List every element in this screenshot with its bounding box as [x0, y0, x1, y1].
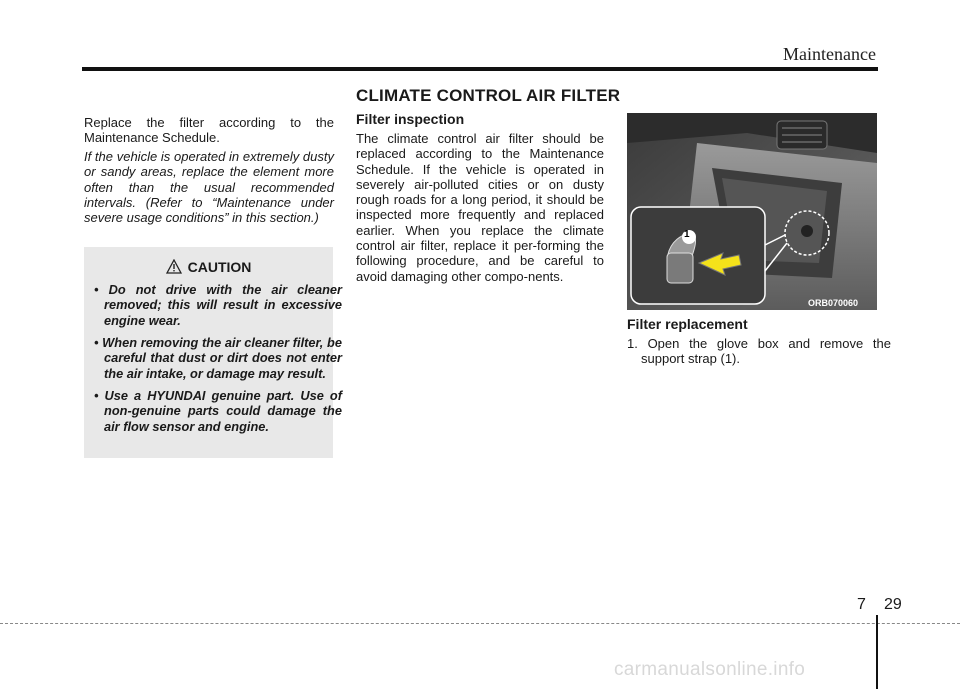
replacement-heading: Filter replacement	[627, 316, 748, 332]
footer-rule	[0, 623, 960, 624]
section-title: CLIMATE CONTROL AIR FILTER	[356, 86, 621, 105]
inspection-body: The climate control air filter should be replaced according to the Maintenance Schedule. If the vehicle is operated in severely air-polluted cities or on dusty rough roads for a long period, it should be inspected more frequently and replaced earlier. When you replace the climate control air filter, replace it per-forming the following procedure, and be careful to avoid damaging other compo-nents.	[356, 131, 604, 284]
caution-item: • Do not drive with the air cleaner removed; this will result in excessive engine wear.	[94, 282, 342, 328]
callout-number: 1	[684, 229, 690, 240]
footer-divider	[876, 615, 878, 689]
intro-paragraph: Replace the filter according to the Maintenance Schedule.	[84, 115, 334, 146]
glove-box-photo	[627, 113, 877, 310]
page-number: 29	[884, 596, 902, 613]
caution-item: • Use a HYUNDAI genuine part. Use of non-genuine parts could damage the air flow sensor and engine.	[94, 388, 342, 434]
figure-code: ORB070060	[808, 298, 859, 308]
watermark: carmanualsonline.info	[614, 659, 806, 680]
warning-triangle-icon	[166, 259, 182, 274]
inspection-heading: Filter inspection	[356, 111, 465, 127]
caution-heading-text: CAUTION	[187, 259, 252, 275]
running-header: Maintenance	[783, 44, 876, 64]
severe-conditions-note: If the vehicle is operated in extremely dusty or sandy areas, replace the element more often than the usual recommended intervals. (Refer to “Maintenance under severe usage conditions” in this section.)	[84, 149, 334, 226]
caution-box	[84, 247, 342, 458]
header-rule	[82, 67, 878, 71]
chapter-number: 7	[857, 596, 866, 613]
caution-item: • When removing the air cleaner filter, be careful that dust or dirt does not enter the air intake, or damage may result.	[94, 335, 342, 381]
replacement-step: 1. Open the glove box and remove the support strap (1).	[627, 336, 891, 367]
glove-box-figure	[627, 113, 877, 310]
caution-heading	[84, 259, 333, 275]
